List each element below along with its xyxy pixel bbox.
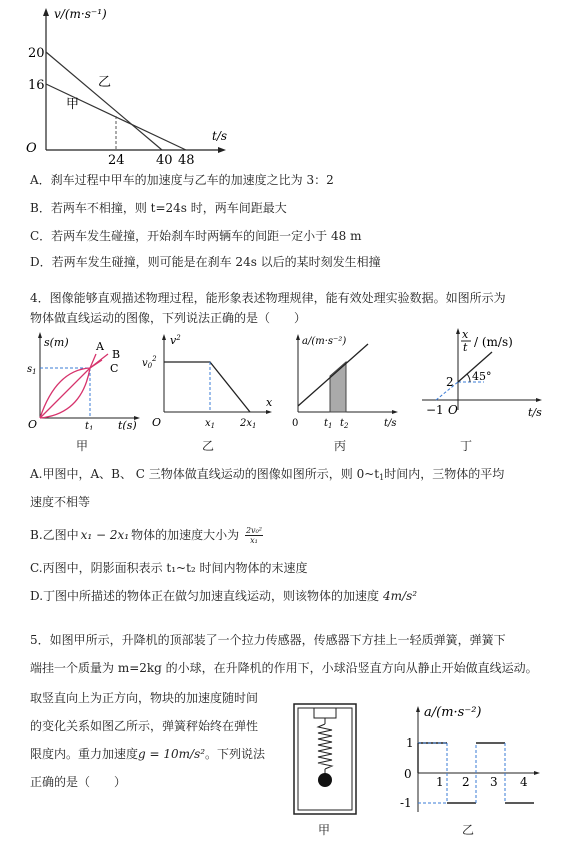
- q4-option-d-pre: D.丁图中所描述的物体正在做匀加速直线运动，则该物体的加速度: [30, 589, 380, 603]
- bing-t2: $t_2$: [340, 418, 349, 430]
- at-origin: 0: [404, 767, 412, 781]
- x-axis-label: t/s: [212, 129, 228, 143]
- series-label-yi: 乙: [98, 75, 112, 90]
- q4-option-b-fraction: [245, 526, 263, 545]
- q4-option-b-num: 2v₀²: [245, 526, 262, 535]
- q4-stem-line1: 4．图像能够直观描述物理过程，能形象表述物理规律，能有效处理实验数据。如图所示为: [30, 291, 506, 305]
- at-y-tick-neg1: -1: [400, 796, 412, 810]
- q4-caption-yi: 乙: [202, 439, 215, 453]
- q4-option-d: [30, 588, 417, 604]
- q4-fig-ding: [414, 324, 554, 430]
- at-y-arrow: [416, 706, 420, 712]
- spring: [318, 724, 332, 769]
- q4-caption-jia: 甲: [76, 439, 89, 453]
- jia-t1: $t_1$: [85, 421, 94, 430]
- q5-line4: 的变化关系如图乙所示，弹簧秤始终在弹性: [30, 719, 259, 733]
- q5-line1: 5．如图甲所示，升降机的顶部装了一个拉力传感器，传感器下方挂上一轻质弹簧，弹簧下: [30, 633, 506, 647]
- q5-caption-yi: 乙: [462, 823, 475, 837]
- yi-x1: $x_1$: [205, 418, 216, 430]
- y-axis-label: v/(m·s⁻¹): [54, 7, 107, 21]
- q4-option-a-tail: 时间内，三物体的平均: [384, 467, 505, 481]
- q5-fig-jia-elevator: [290, 700, 360, 818]
- ding-x-arrow: [536, 398, 542, 402]
- y-tick-20: 20: [28, 46, 45, 61]
- jia-label-c: C: [110, 362, 119, 375]
- ding-y-arrow: [456, 328, 460, 334]
- series-label-jia: 甲: [66, 97, 80, 112]
- x-tick-24: 24: [108, 153, 125, 164]
- bing-shaded-area: [330, 362, 346, 412]
- at-x-tick-3: 3: [490, 775, 498, 789]
- at-x-tick-1: 1: [436, 775, 444, 789]
- q4-caption-bing: 丙: [334, 439, 347, 453]
- bing-x-arrow: [392, 410, 398, 414]
- jia-label-b: B: [112, 348, 121, 361]
- y-axis-arrow: [43, 8, 49, 16]
- at-x-arrow: [534, 771, 540, 775]
- ding-angle: 45°: [472, 370, 492, 383]
- yi-x-label: x: [266, 396, 273, 409]
- jia-y-arrow: [38, 332, 42, 338]
- bing-y-label: a/(m·s⁻²): [302, 336, 347, 347]
- jia-label-a: A: [96, 340, 104, 353]
- ding-two: 2: [446, 375, 454, 389]
- q4-option-d-val: 4m/s²: [383, 589, 418, 603]
- q4-option-a-line1: [30, 466, 504, 486]
- q3-option-b: B．若两车不相撞，则 t=24s 时，两车间距最大: [30, 201, 287, 215]
- jia-origin: O: [28, 418, 38, 430]
- q5-line6: 正确的是（ ）: [30, 775, 127, 789]
- q5-line5-g: g = 10m/s²: [138, 747, 206, 761]
- yi-graph-line: [164, 362, 250, 412]
- at-x-tick-2: 2: [462, 775, 470, 789]
- q4-option-a-sub: 1: [379, 473, 385, 482]
- bing-y-arrow: [296, 334, 300, 340]
- at-y-label: a/(m·s⁻²): [424, 705, 482, 720]
- q4-option-a-text: A.甲图中，A、B、 C 三物体做直线运动的图像如图所示，则 0~t: [30, 467, 380, 481]
- yi-origin: O: [152, 416, 162, 429]
- bing-x-label: t/s: [384, 418, 397, 429]
- force-sensor: [314, 708, 336, 718]
- jia-curve-c: [40, 354, 96, 418]
- q5-line5-post: 。下列说法: [205, 747, 266, 761]
- q4-option-b-expr: x₁ − 2x₁: [80, 528, 130, 542]
- yi-x-arrow: [266, 410, 272, 414]
- q4-option-b-mid: 物体的加速度大小为: [131, 528, 240, 542]
- yi-y-label: $v^2$: [170, 334, 181, 347]
- q5-line5-pre: 限度内。重力加速度: [30, 747, 139, 761]
- jia-curve-b: [40, 354, 108, 418]
- q4-stem-line2: 物体做直线运动的图像，下列说法正确的是（ ）: [30, 311, 307, 325]
- q4-option-b: [30, 526, 263, 545]
- ball: [318, 773, 332, 787]
- origin-label: O: [26, 141, 37, 156]
- q4-option-b-den: x₁: [250, 536, 258, 545]
- q4-fig-yi: [142, 330, 280, 430]
- q4-option-c: C.丙图中，阴影面积表示 t₁~t₂ 时间内物体的末速度: [30, 561, 308, 575]
- yi-y-arrow: [162, 334, 166, 340]
- ding-origin: O: [448, 403, 458, 417]
- at-y-tick-1: 1: [406, 736, 414, 750]
- line-yi: [46, 52, 162, 150]
- q3-option-d: D．若两车发生碰撞，则可能是在刹车 24s 以后的某时刻发生相撞: [30, 255, 381, 269]
- q4-fig-jia: [26, 330, 146, 430]
- yi-2x1: $2x_1$: [240, 418, 257, 430]
- ding-neg1: −1: [426, 403, 444, 417]
- jia-x-label: t(s): [118, 419, 137, 430]
- bing-origin: 0: [292, 418, 299, 429]
- ding-y-unit: / (m/s): [474, 335, 513, 349]
- q4-option-a-line2: 速度不相等: [30, 495, 91, 509]
- bing-t1: $t_1$: [324, 418, 333, 430]
- x-axis-arrow: [218, 147, 226, 153]
- yi-v0: $v_0^2$: [142, 355, 157, 370]
- q5-line3: 取竖直向上为正方向，物块的加速度随时间: [30, 691, 259, 705]
- x-tick-48: 48: [178, 153, 195, 164]
- jia-s1: $s_1$: [27, 364, 37, 376]
- q5-fig-yi-graph: [394, 700, 544, 818]
- x-tick-40: 40: [156, 153, 173, 164]
- q3-option-a: A．刹车过程中甲车的加速度与乙车的加速度之比为 3：2: [30, 173, 334, 187]
- q5-line5: [30, 746, 265, 762]
- ding-y-den: t: [463, 341, 468, 354]
- q4-fig-bing: [284, 330, 404, 430]
- y-tick-16: 16: [28, 78, 45, 93]
- ding-y-num: x: [462, 328, 469, 341]
- vt-graph: [20, 4, 230, 164]
- q5-line2: 端挂一个质量为 m=2kg 的小球，在升降机的作用下，小球沿竖直方向从静止开始做直线运动。: [30, 661, 538, 675]
- q3-option-c: C．若两车发生碰撞，开始刹车时两辆车的间距一定小于 48 m: [30, 229, 362, 243]
- jia-y-label: s(m): [44, 336, 69, 349]
- ding-angle-arc: [467, 374, 470, 382]
- ding-x-label: t/s: [528, 406, 542, 419]
- q4-caption-ding: 丁: [460, 439, 473, 453]
- at-x-tick-4: 4: [520, 775, 528, 789]
- q5-caption-jia: 甲: [318, 823, 331, 837]
- q4-option-b-pre: B.乙图中: [30, 528, 79, 542]
